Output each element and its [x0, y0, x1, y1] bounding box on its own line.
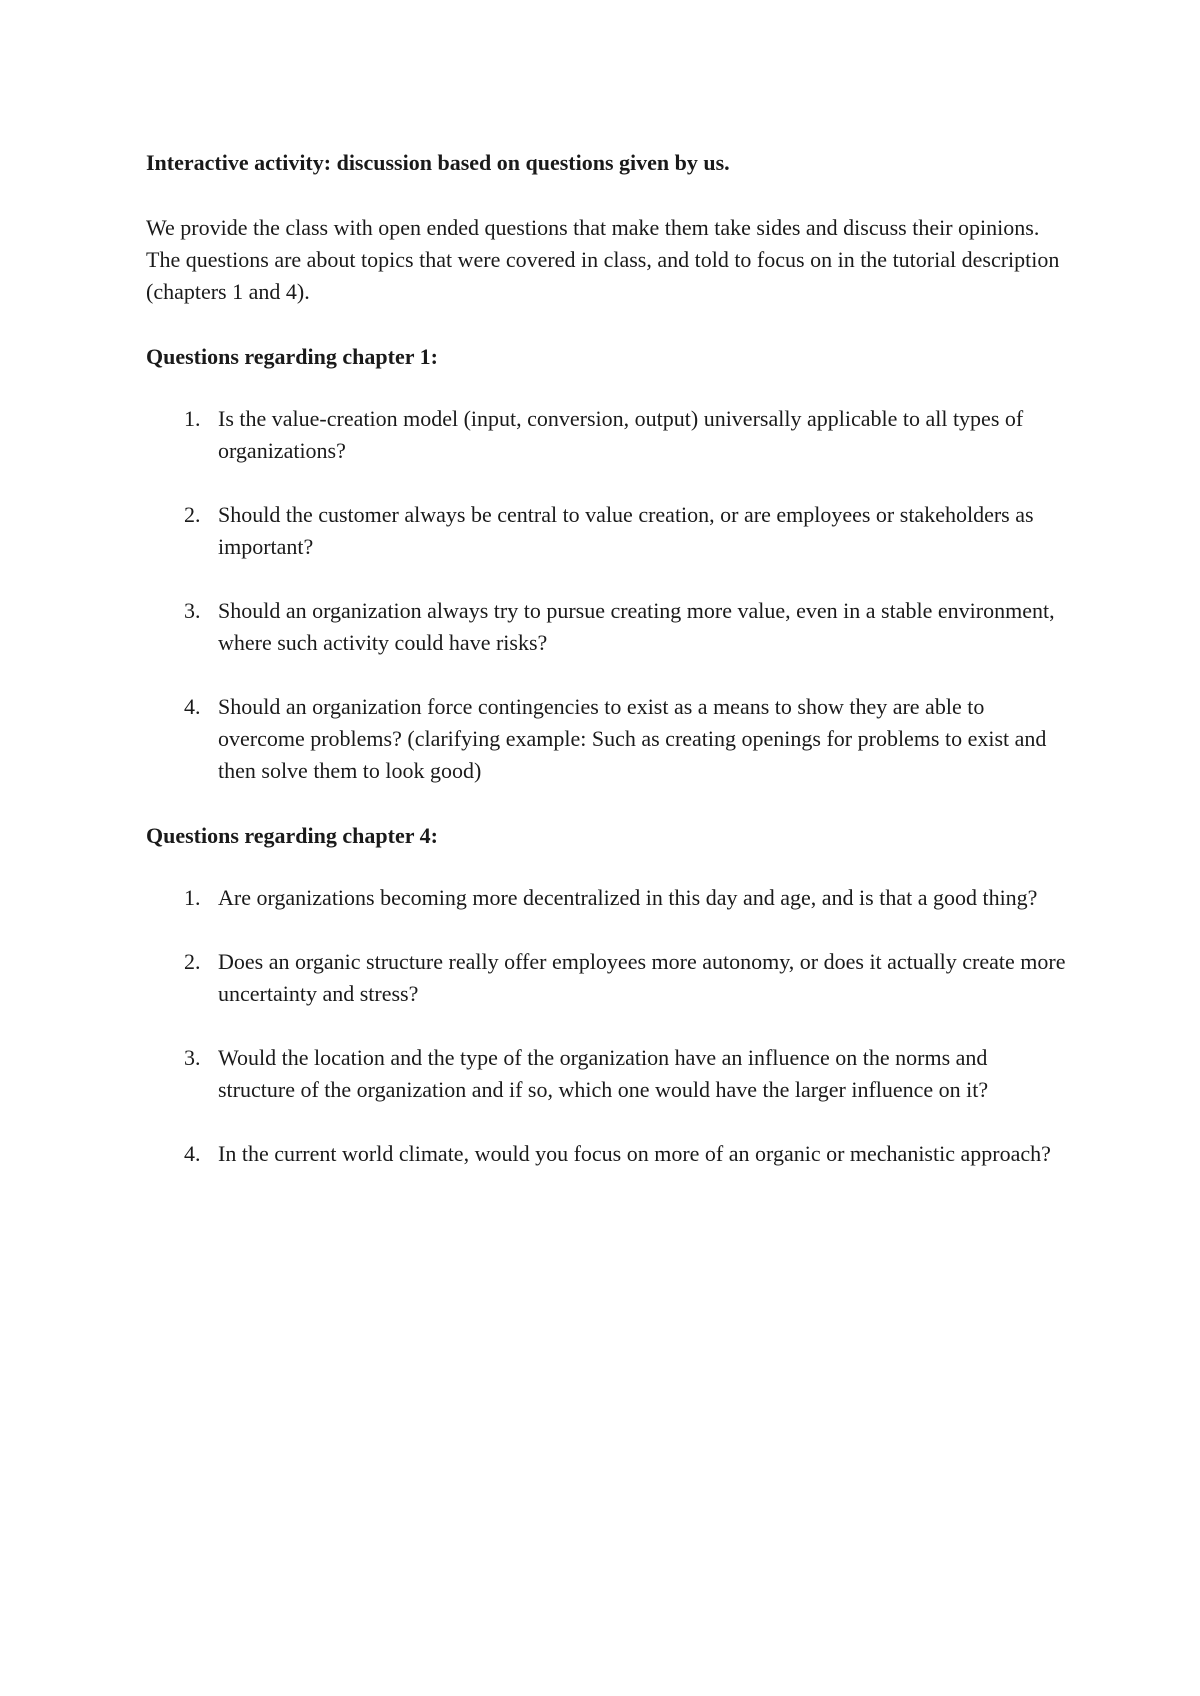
list-item: [146, 1138, 1066, 1170]
chapter-1-question-list: [146, 403, 1066, 787]
list-item-text: Does an organic structure really offer employees more autonomy, or does it actually create more uncertainty and stress?: [218, 949, 1066, 1006]
list-item-number: 1.: [184, 406, 201, 431]
list-item: [146, 499, 1066, 563]
list-item-number: 3.: [184, 1045, 201, 1070]
list-item-number: 2.: [184, 502, 201, 527]
list-item-text: Is the value-creation model (input, conversion, output) universally applicable to all types of organizations?: [218, 406, 1024, 463]
list-item: [146, 882, 1066, 914]
list-item-text: Would the location and the type of the organization have an influence on the norms and structure of the organization and if so, which one would have the larger influence on it?: [218, 1045, 989, 1102]
list-item: [146, 595, 1066, 659]
list-item-number: 4.: [184, 694, 201, 719]
document-title: Interactive activity: discussion based on questions given by us.: [146, 150, 730, 175]
chapter-4-question-list: [146, 882, 1066, 1170]
list-item-text: Should an organization force contingencies to exist as a means to show they are able to overcome problems? (clarifying example: Such as creating openings for problems to exist and then solve them to look good): [218, 694, 1047, 783]
chapter-1-heading: Questions regarding chapter 1:: [146, 344, 438, 369]
list-item: [146, 691, 1066, 787]
list-item-text: Are organizations becoming more decentralized in this day and age, and is that a good thing?: [218, 885, 1038, 910]
chapter-4-heading: Questions regarding chapter 4:: [146, 823, 438, 848]
list-item: [146, 403, 1066, 467]
list-item-number: 4.: [184, 1141, 201, 1166]
list-item-number: 3.: [184, 598, 201, 623]
list-item-text: In the current world climate, would you focus on more of an organic or mechanistic approach?: [218, 1141, 1051, 1166]
list-item-text: Should an organization always try to pursue creating more value, even in a stable environment, where such activity could have risks?: [218, 598, 1055, 655]
list-item: [146, 946, 1066, 1010]
document-body: [146, 147, 1066, 1203]
list-item-number: 2.: [184, 949, 201, 974]
intro-paragraph: We provide the class with open ended questions that make them take sides and discuss their opinions. The questions are about topics that were covered in class, and told to focus on in the tutorial description (chapters 1 and 4).: [146, 215, 1060, 304]
list-item: [146, 1042, 1066, 1106]
list-item-number: 1.: [184, 885, 201, 910]
list-item-text: Should the customer always be central to value creation, or are employees or stakeholders as important?: [218, 502, 1034, 559]
